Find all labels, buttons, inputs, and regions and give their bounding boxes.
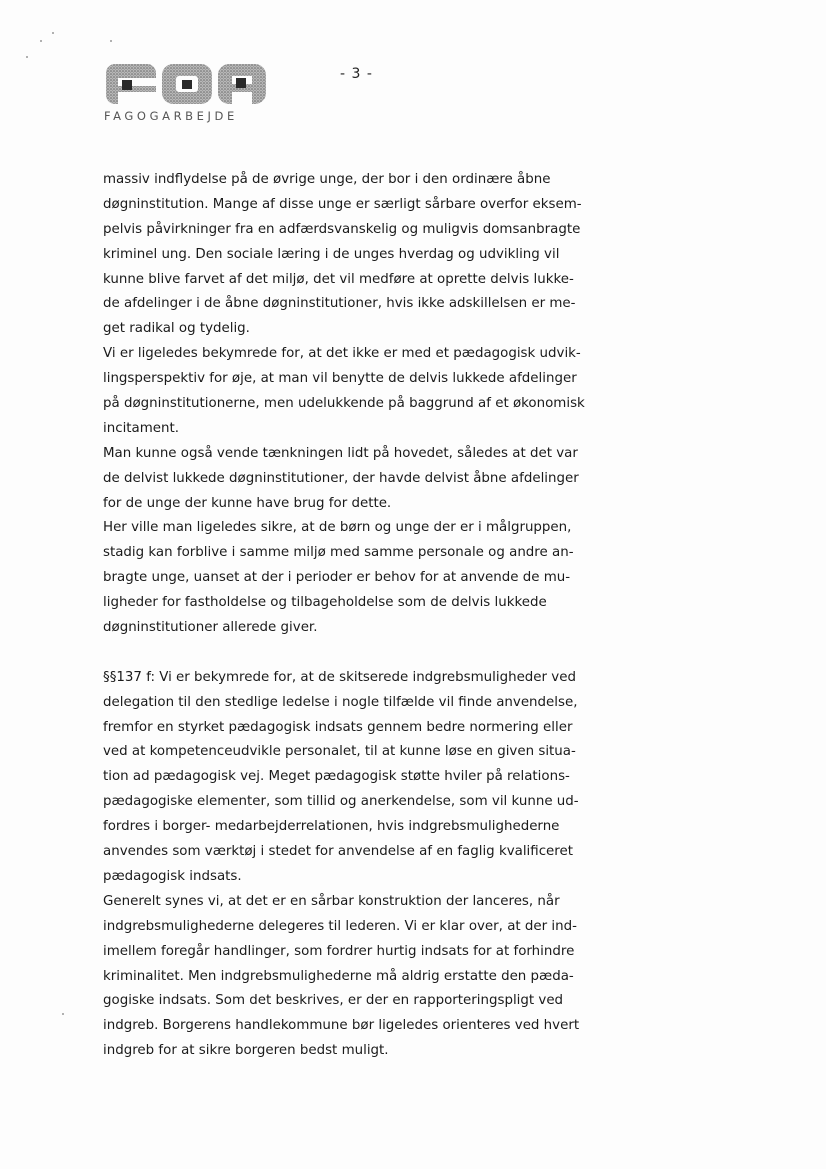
text-line: tion ad pædagogisk vej. Meget pædagogisk støtte hviler på relations- xyxy=(103,769,570,785)
text-line: kriminel ung. Den sociale læring i de unges hverdag og udvikling vil xyxy=(103,246,560,262)
paragraph xyxy=(103,342,623,442)
text-line: anvendes som værktøj i stedet for anvendelse af en faglig kvalificeret xyxy=(103,844,573,860)
text-line: gogiske indsats. Som det beskrives, er der en rapporteringspligt ved xyxy=(103,993,564,1009)
scan-speck xyxy=(26,56,28,58)
text-line: delegation til den stedlige ledelse i nogle tilfælde vil finde anvendelse, xyxy=(103,694,578,710)
paragraph xyxy=(103,666,623,890)
text-line: Vi er ligeledes bekymrede for, at det ikke er med et pædagogisk udvik- xyxy=(103,346,581,362)
text-line: pædagogiske elementer, som tillid og anerkendelse, som vil kunne ud- xyxy=(103,794,579,810)
text-line: bragte unge, uanset at der i perioder er behov for at anvende de mu- xyxy=(103,570,571,586)
paragraph xyxy=(103,516,623,640)
scan-speck xyxy=(110,40,112,42)
text-line: imellem foregår handlinger, som fordrer hurtig indsats for at forhindre xyxy=(103,943,575,959)
text-line: indgreb for at sikre borgeren bedst muligt. xyxy=(103,1043,389,1059)
text-line: fordres i borger- medarbejderrelationen, hvis indgrebsmulighederne xyxy=(103,819,560,835)
paragraph xyxy=(103,168,623,342)
text-line: de delvist lukkede døgninstitutioner, der havde delvist åbne afdelinger xyxy=(103,470,579,486)
paragraph xyxy=(103,442,623,517)
scan-speck xyxy=(52,32,54,34)
logo-subtitle: FAGOGARBEJDE xyxy=(104,109,238,123)
text-line: døgninstitutioner allerede giver. xyxy=(103,620,318,636)
text-line: massiv indflydelse på de øvrige unge, der bor i den ordinære åbne xyxy=(103,172,551,187)
text-line: incitament. xyxy=(103,420,180,436)
text-line: lingsperspektiv for øje, at man vil benytte de delvis lukkede afdelinger xyxy=(103,371,577,387)
text-line: på døgninstitutionerne, men udelukkende på baggrund af et økonomisk xyxy=(103,396,585,412)
scan-speck xyxy=(62,1013,64,1015)
paragraph xyxy=(103,890,623,1064)
text-line: Her ville man ligeledes sikre, at de børn og unge der er i målgruppen, xyxy=(103,520,572,536)
scan-speck xyxy=(40,40,42,42)
text-line: fremfor en styrket pædagogisk indsats gennem bedre normering eller xyxy=(103,719,573,735)
text-line: Man kunne også vende tænkningen lidt på hovedet, således at det var xyxy=(103,445,578,461)
text-line: døgninstitution. Mange af disse unge er særligt sårbare overfor eksem- xyxy=(103,196,582,212)
text-line: get radikal og tydelig. xyxy=(103,321,250,337)
text-line: pædagogisk indsats. xyxy=(103,868,242,884)
text-line: for de unge der kunne have brug for dette. xyxy=(103,495,392,511)
text-line: Generelt synes vi, at det er en sårbar konstruktion der lanceres, når xyxy=(103,893,560,909)
text-line: stadig kan forblive i samme miljø med samme personale og andre an- xyxy=(103,545,574,561)
text-line: de afdelinger i de åbne døgninstitutioner, hvis ikke adskillelsen er me- xyxy=(103,296,576,312)
text-line: ved at kompetenceudvikle personalet, til at kunne løse en given situa- xyxy=(103,744,576,760)
text-line: kriminalitet. Men indgrebsmulighederne må aldrig erstatte den pæda- xyxy=(103,968,574,984)
foa-logo xyxy=(104,58,268,128)
foa-logo-mark xyxy=(104,58,268,106)
document-body xyxy=(103,168,623,1064)
text-line: §§137 f: Vi er bekymrede for, at de skitserede indgrebsmuligheder ved xyxy=(103,669,576,685)
text-line: pelvis påvirkninger fra en adfærdsvanskelig og muligvis domsanbragte xyxy=(103,221,581,237)
text-line: kunne blive farvet af det miljø, det vil medføre at oprette delvis lukke- xyxy=(103,271,574,287)
text-line: ligheder for fastholdelse og tilbageholdelse som de delvis lukkede xyxy=(103,595,547,611)
page-number: - 3 - xyxy=(340,66,373,82)
text-line: indgrebsmulighederne delegeres til lederen. Vi er klar over, at der ind- xyxy=(103,918,577,934)
text-line: indgreb. Borgerens handlekommune bør ligeledes orienteres ved hvert xyxy=(103,1018,580,1034)
paragraph-gap xyxy=(103,641,623,666)
